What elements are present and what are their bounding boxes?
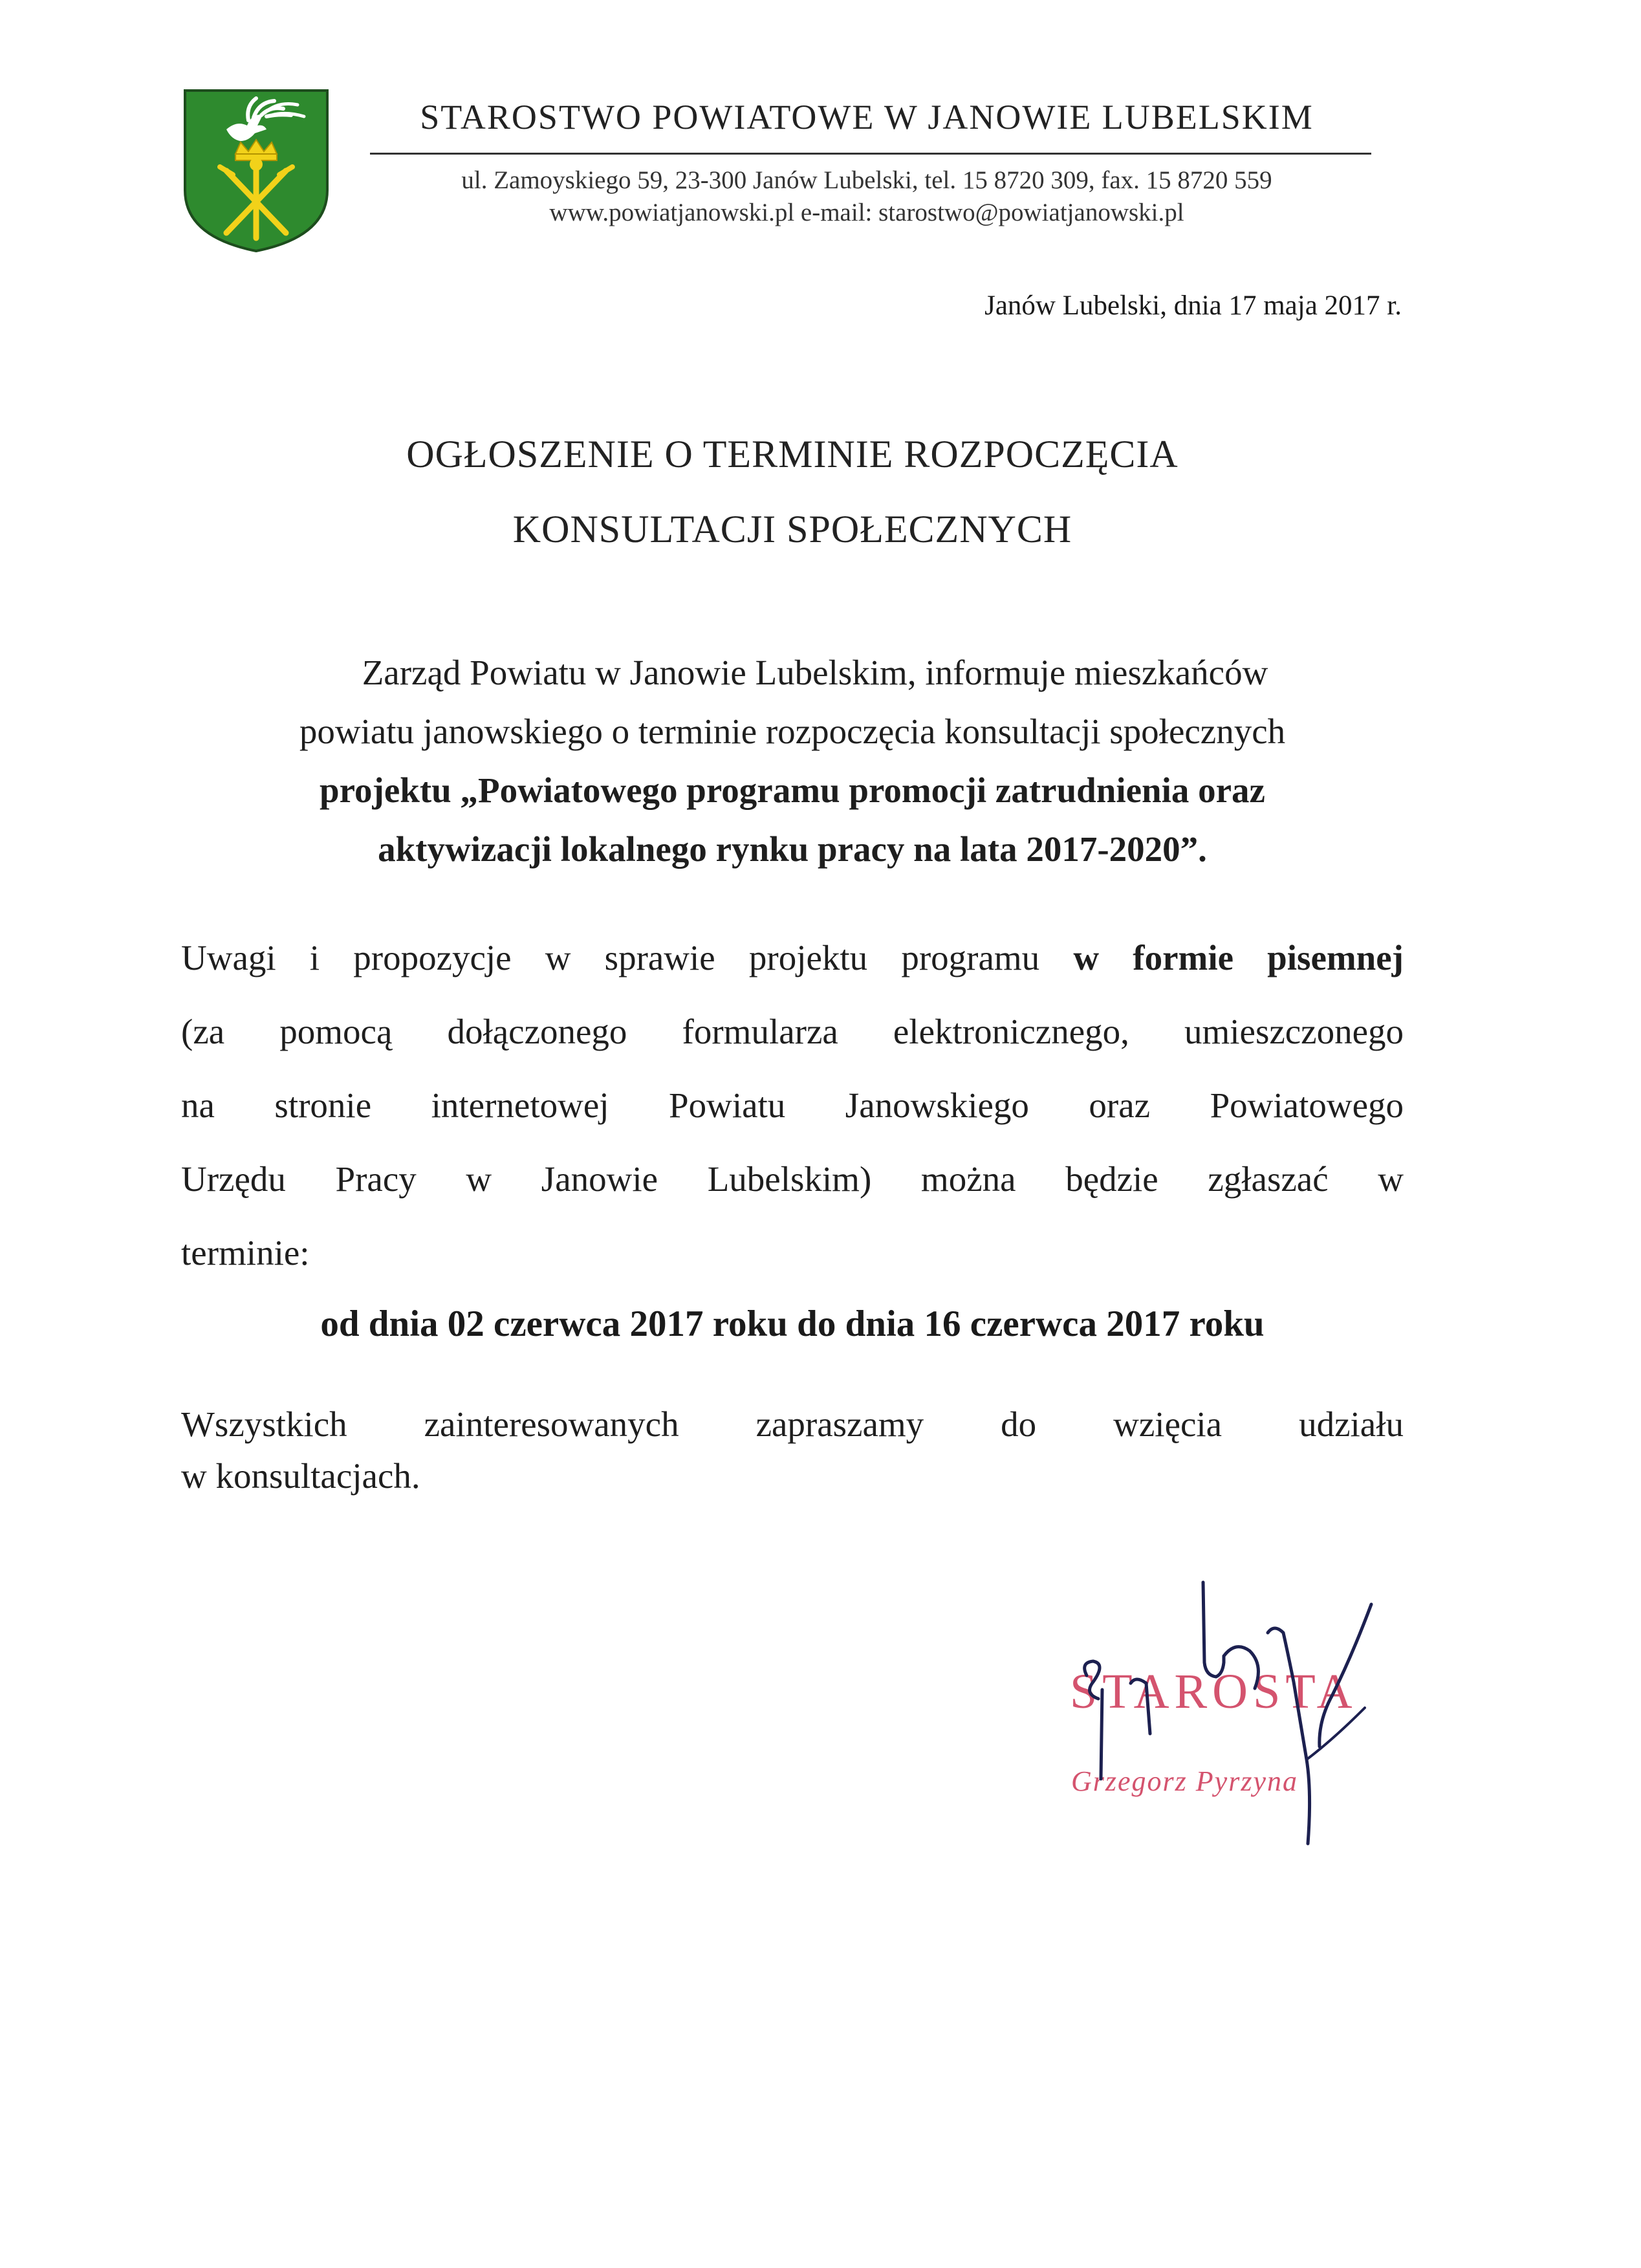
paragraph-2-line-2: (za pomocą dołączonego formularza elektronicznego, umieszczonego — [181, 1012, 1404, 1051]
announcement-title-line-1: OGŁOSZENIE O TERMINIE ROZPOCZĘCIA — [406, 433, 1179, 475]
paragraph-2-line-1-bold: w formie pisemnej — [1073, 938, 1404, 977]
paragraph-2-line-3: na stronie internetowej Powiatu Janowskiego oraz Powiatowego — [181, 1085, 1404, 1125]
paragraph-1-line-1: Zarząd Powiatu w Janowie Lubelskim, informuje mieszkańców — [362, 653, 1268, 692]
paragraph-2-line-1 — [181, 921, 1404, 995]
header-divider — [370, 153, 1371, 155]
letterhead — [362, 97, 1371, 226]
office-web-email: www.powiatjanowski.pl e-mail: starostwo@powiatjanowski.pl — [549, 199, 1184, 226]
handwritten-signature — [1061, 1578, 1423, 1850]
official-stamp — [1061, 1578, 1423, 1850]
consultation-dates: od dnia 02 czerwca 2017 roku do dnia 16 czerwca 2017 roku — [320, 1303, 1265, 1344]
office-name: STAROSTWO POWIATOWE W JANOWIE LUBELSKIM — [420, 98, 1314, 136]
stamp-name: Grzegorz Pyrzyna — [1071, 1765, 1298, 1797]
paragraph-invitation — [181, 1399, 1404, 1502]
announcement-title-line-2: KONSULTACJI SPOŁECZNYCH — [512, 508, 1072, 551]
stamp-title: STAROSTA — [1070, 1664, 1358, 1719]
paragraph-submission-info — [181, 921, 1404, 1290]
paragraph-1-line-4: aktywizacji lokalnego rynku pracy na lata 2017-2020”. — [378, 829, 1207, 869]
paragraph-announcement — [181, 643, 1404, 878]
paragraph-3-line-2: w konsultacjach. — [181, 1456, 420, 1496]
paragraph-1-line-3: projektu „Powiatowego programu promocji zatrudnienia oraz — [320, 770, 1265, 810]
paragraph-2-line-1-regular: Uwagi i propozycje w sprawie projektu programu — [181, 938, 1040, 977]
paragraph-3-line-1: Wszystkich zainteresowanych zapraszamy do wzięcia udziału — [181, 1404, 1404, 1444]
document-date: Janów Lubelski, dnia 17 maja 2017 r. — [984, 290, 1402, 321]
paragraph-2-line-5: terminie: — [181, 1233, 310, 1272]
office-address: ul. Zamoyskiego 59, 23-300 Janów Lubelski, tel. 15 8720 309, fax. 15 8720 559 — [461, 166, 1272, 194]
coat-of-arms-icon — [181, 87, 331, 254]
paragraph-1-line-2: powiatu janowskiego o terminie rozpoczęcia konsultacji społecznych — [299, 712, 1286, 751]
paragraph-2-line-4: Urzędu Pracy w Janowie Lubelskim) można będzie zgłaszać w — [181, 1159, 1404, 1199]
